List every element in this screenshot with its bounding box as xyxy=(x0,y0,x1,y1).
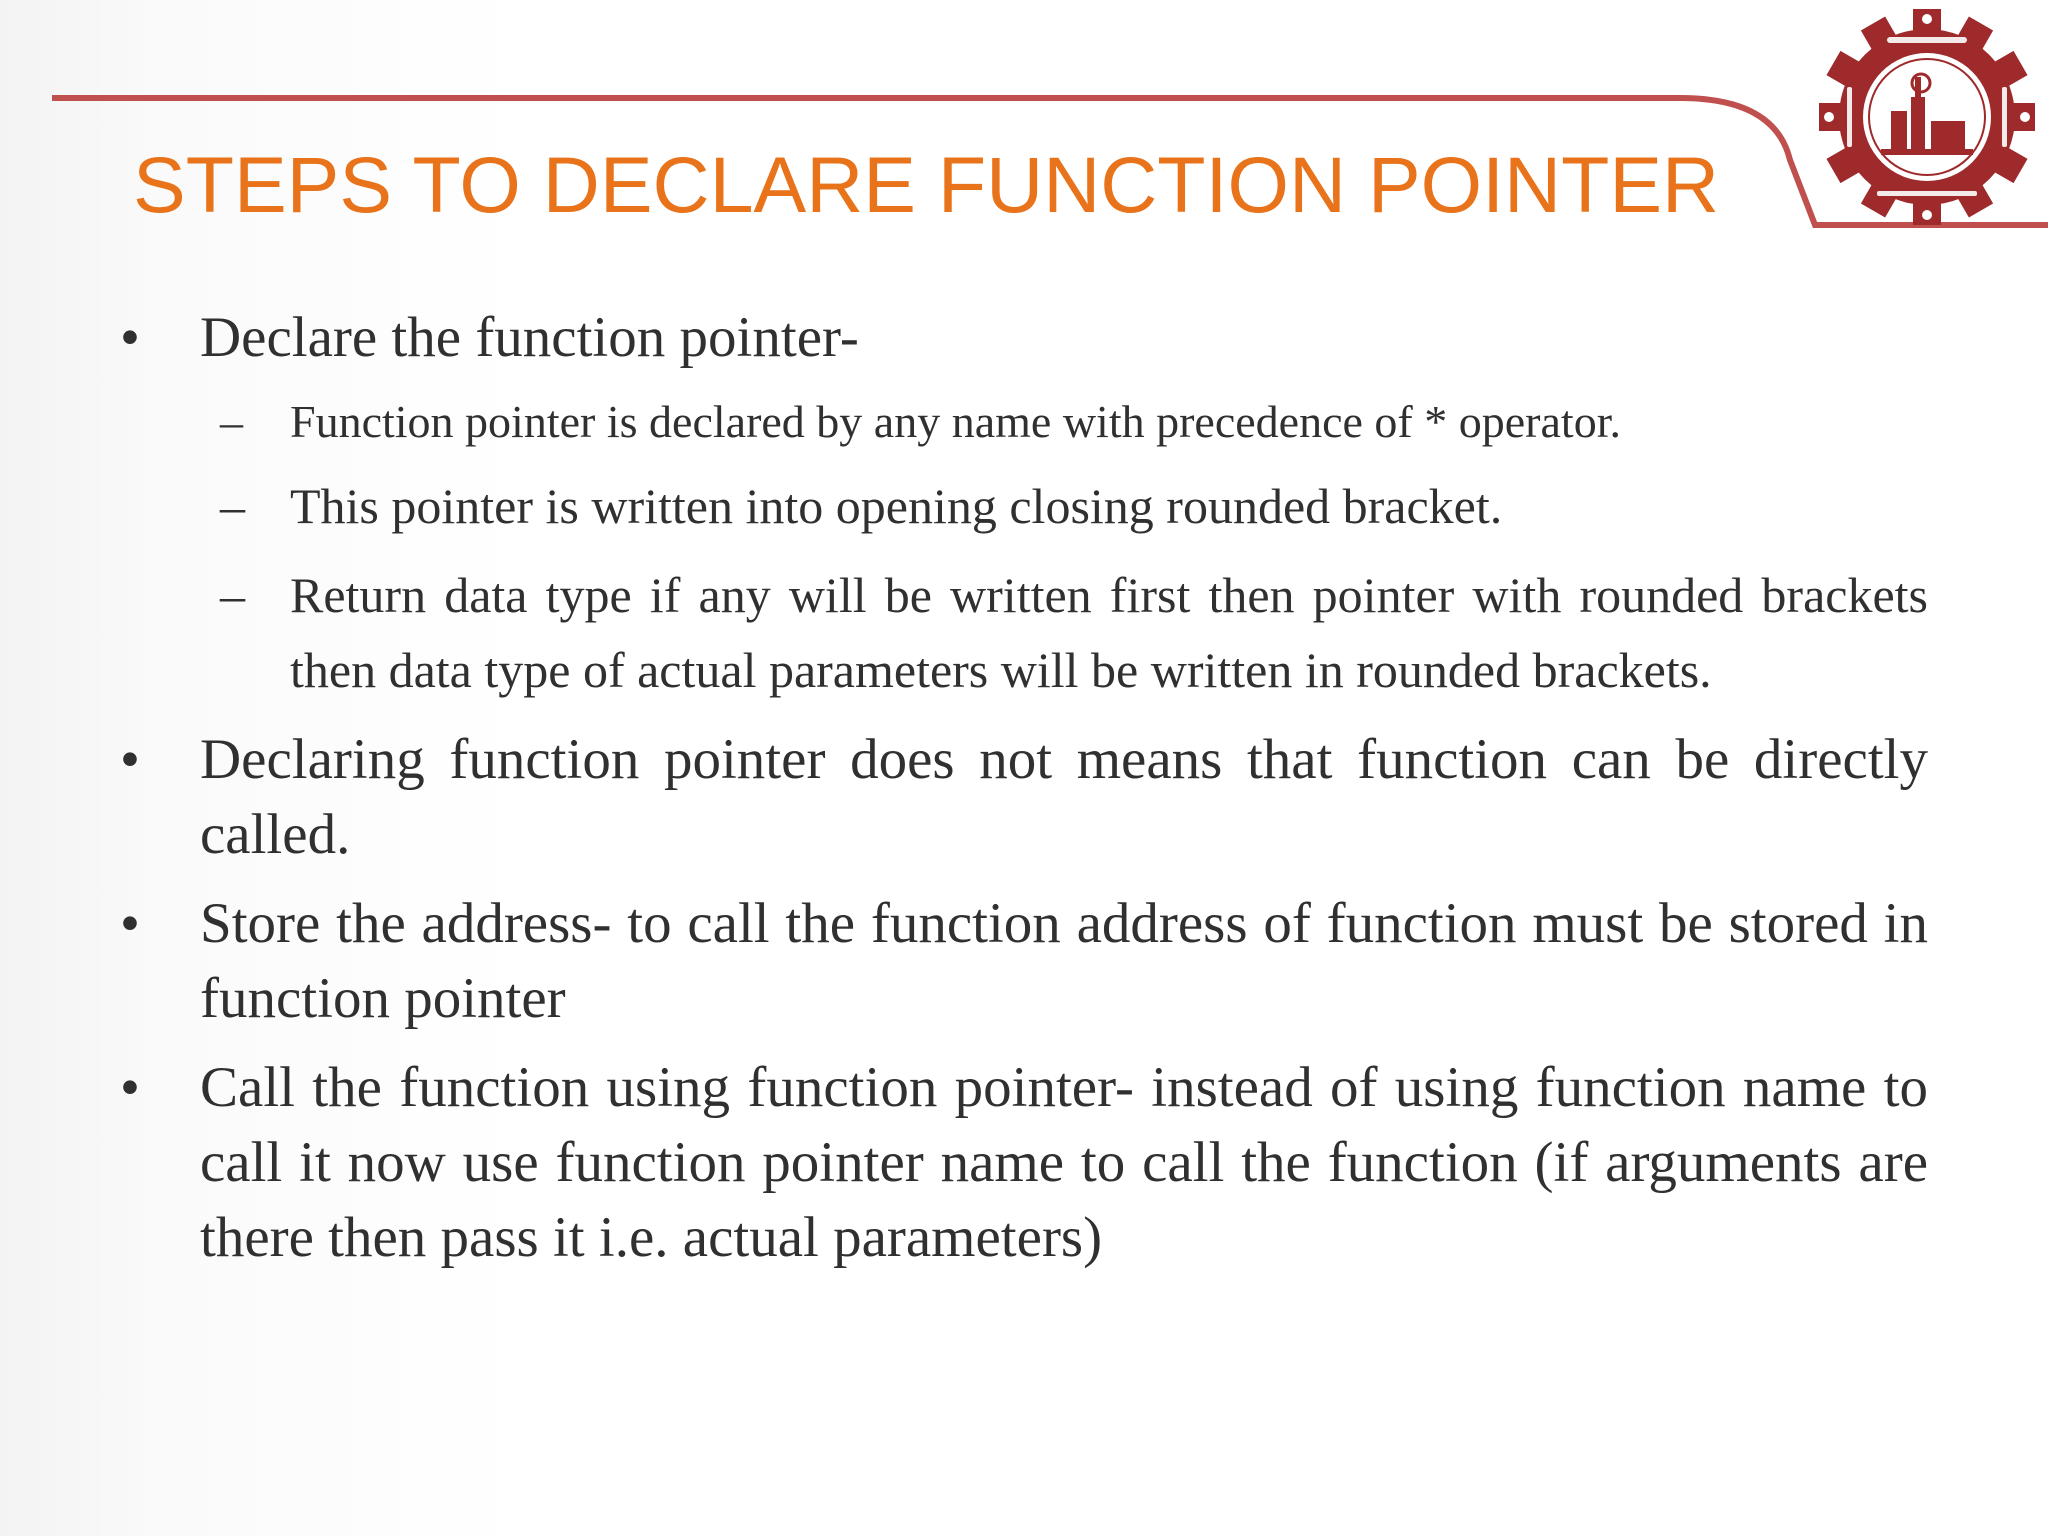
bullet-text: Call the function using function pointer- instead of using function name to call it now use function pointer name to call the function (if arguments are there then pass it i.e. actual parameters) xyxy=(200,1056,1928,1269)
bullet-list xyxy=(120,300,1928,1289)
bullet-marker: • xyxy=(120,728,140,791)
bullet-marker: • xyxy=(120,892,140,955)
bullet-marker: • xyxy=(120,1056,140,1119)
sub-bullet-text: Function pointer is declared by any name with precedence of * operator. xyxy=(290,396,1621,447)
kl-university-seal-icon xyxy=(1815,5,2040,230)
sub-bullet-item xyxy=(120,389,1928,455)
bullet-item xyxy=(120,1050,1928,1275)
bullet-text: Declare the function pointer- xyxy=(200,306,859,369)
sub-bullet-marker: – xyxy=(220,567,245,623)
sub-bullet-text: Return data type if any will be written first then pointer with rounded brackets then data type of actual parameters will be written in rounded brackets. xyxy=(290,567,1928,698)
bullet-item xyxy=(120,300,1928,375)
sub-bullet-item xyxy=(120,469,1928,544)
sub-bullet-marker: – xyxy=(220,478,245,534)
sub-bullet-item xyxy=(120,558,1928,708)
bullet-marker: • xyxy=(120,306,140,369)
bullet-item xyxy=(120,886,1928,1036)
sub-bullet-text: This pointer is written into opening closing rounded bracket. xyxy=(290,478,1503,534)
page-title: STEPS TO DECLARE FUNCTION POINTER xyxy=(133,140,1720,229)
bullet-text: Declaring function pointer does not means that function can be directly called. xyxy=(200,728,1928,866)
bullet-text: Store the address- to call the function address of function must be stored in function pointer xyxy=(200,892,1928,1030)
bullet-item xyxy=(120,722,1928,872)
sub-bullet-marker: – xyxy=(220,396,243,447)
